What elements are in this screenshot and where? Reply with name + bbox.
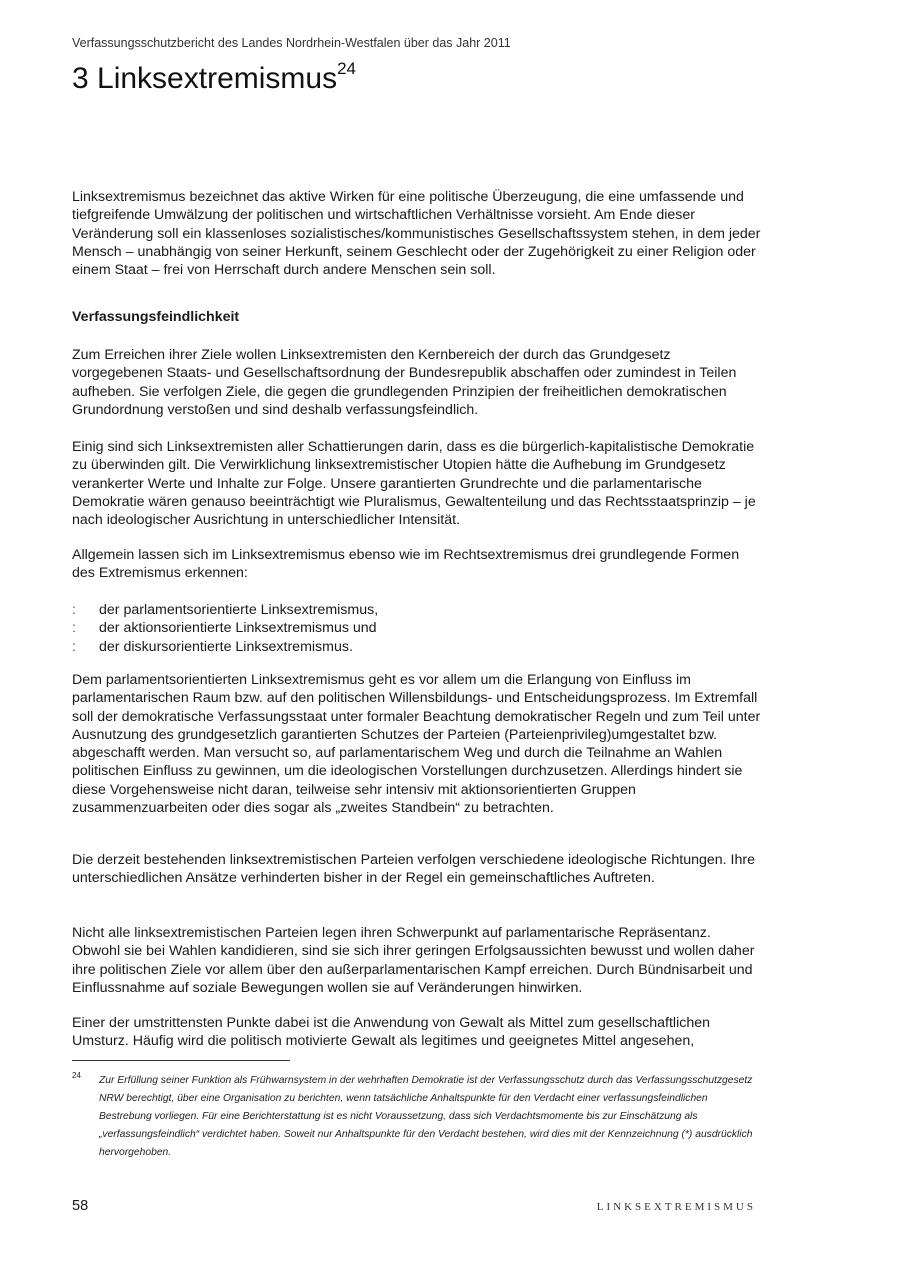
running-header: Verfassungsschutzbericht des Landes Nordrhein-Westfalen über das Jahr 2011: [72, 36, 511, 50]
footnote-reference[interactable]: 24: [337, 59, 356, 78]
page-number: 58: [72, 1198, 89, 1214]
paragraph-7: Einer der umstrittensten Punkte dabei ist die Anwendung von Gewalt als Mittel zum gesellschaftlichen Umsturz. Häufig wird die politisch motivierte Gewalt als legitimes und geeignetes Mittel angesehen,: [72, 1015, 710, 1050]
paragraph-1: Zum Erreichen ihrer Ziele wollen Linksextremisten den Kernbereich der durch das Grundgesetz vorgegebenen Staats- und Gesellschaftsordnung der Bundesrepublik abschaffen oder zumindest in Teilen aufheben. Sie verfolgen Ziele, die gegen die grundlegenden Prinzipien der freiheitlichen demokratischen Grundordnung verstoßen und sind deshalb verfassungsfeindlich.: [72, 347, 737, 418]
paragraph-4: Dem parlamentsorientierten Linksextremismus geht es vor allem um die Erlangung von Einfluss im parlamentarischen Raum bzw. auf den politischen Willensbildungs- und Entscheidungsprozess. Im Extremfall soll der demokratische Verfassungsstaat unter formaler Beachtung demokratischer Regeln und zum Teil unter Ausnutzung des grundgesetzlich garantierten Schutzes der Parteien (Parteienprivileg)umgestaltet bzw. abgeschafft werden. Man versucht so, auf parlamentarischem Weg und durch die Teilnahme an Wahlen politischen Einfluss zu gewinnen, um die ideologischen Vorstellungen durchzusetzen. Allerdings hindert sie diese Vorgehensweise nicht daran, teilweise sehr intensiv mit aktionsorientierten Gruppen zusammenzuarbeiten oder dies sogar als „zweites Standbein“ zu betrachten.: [72, 672, 761, 817]
footnote: [72, 1072, 762, 1162]
list-item: [72, 619, 378, 637]
chapter-title-text: 3 Linksextremismus: [72, 62, 338, 95]
footnote-text: Zur Erfüllung seiner Funktion als Frühwarnsystem in der wehrhaften Demokratie ist der Verfassungsschutz durch das Verfassungsschutzgesetz NRW berechtigt, über eine Organisation zu berichten, wenn tatsächliche Anhaltspunkte für den Verdacht einer verfassungsfeindlichen Bestrebung vorliegen. Für eine Berichterstattung ist es nicht Voraussetzung, dass sich Verdachtsmomente bis zur Einschätzung als „verfassungsfeindlich“ verdichtet haben. Soweit nur Anhaltspunkte für den Verdacht bestehen, wird dies mit der Kennzeichnung (*) ausdrücklich hervorgehoben.: [99, 1075, 753, 1158]
paragraph-2: Einig sind sich Linksextremisten aller Schattierungen darin, dass es die bürgerlich-kapitalistische Demokratie zu überwinden gilt. Die Verwirklichung linksextremistischer Utopien hätte die Aufhebung im Grundgesetz verankerter Werte und Inhalte zur Folge. Unsere garantierten Grundrechte und die parlamentarische Demokratie wären genauso beeinträchtigt wie Pluralismus, Gewaltenteilung und das Rechtsstaatsprinzip – je nach ideologischer Ausrichtung in unterschiedlicher Intensität.: [72, 439, 756, 529]
list-item-text: der aktionsorientierte Linksextremismus und: [99, 620, 377, 637]
list-item: [72, 601, 378, 619]
section-heading: Verfassungsfeindlichkeit: [72, 309, 240, 325]
list-item-text: der parlamentsorientierte Linksextremismus,: [99, 602, 379, 618]
footer-section-name: LINKSEXTREMISMUS: [596, 1201, 756, 1213]
extremism-forms-list: [72, 601, 378, 656]
bullet-marker: :: [72, 638, 76, 655]
list-item-text: der diskursorientierte Linksextremismus.: [99, 638, 353, 655]
footnote-number: 24: [72, 1071, 81, 1080]
intro-paragraph: Linksextremismus bezeichnet das aktive Wirken für eine politische Überzeugung, die eine umfassende und tiefgreifende Umwälzung der politischen und wirtschaftlichen Verhältnisse vorsieht. Am Ende dieser Veränderung soll ein klassenloses sozialistisches/kommunistisches Gesellschaftssystem stehen, in dem jeder Mensch – unabhängig von seiner Herkunft, seinem Geschlecht oder der Zugehörigkeit zu einer Religion oder einem Staat – frei von Herrschaft durch andere Menschen sein soll.: [72, 189, 761, 279]
footnote-divider: [72, 1060, 290, 1061]
bullet-marker: :: [72, 620, 76, 637]
document-page: [72, 0, 762, 1272]
list-item: [72, 638, 378, 656]
bullet-marker: :: [72, 602, 76, 618]
chapter-title: [72, 59, 356, 96]
paragraph-5: Die derzeit bestehenden linksextremistischen Parteien verfolgen verschiedene ideologische Richtungen. Ihre unterschiedlichen Ansätze verhinderten bisher in der Regel ein gemeinschaftliches Auftreten.: [72, 852, 755, 887]
paragraph-6: Nicht alle linksextremistischen Parteien legen ihren Schwerpunkt auf parlamentarische Repräsentanz. Obwohl sie bei Wahlen kandidieren, sind sie sich ihrer geringen Erfolgsaussichten bewusst und wollen daher ihre politischen Ziele vor allem über den außerparlamentarischen Kampf erreichen. Durch Bündnisarbeit und Einflussnahme auf soziale Bewegungen wollen sie auf Veränderungen hinwirken.: [72, 925, 755, 996]
paragraph-3: Allgemein lassen sich im Linksextremismus ebenso wie im Rechtsextremismus drei grundlegende Formen des Extremismus erkennen:: [72, 547, 740, 582]
